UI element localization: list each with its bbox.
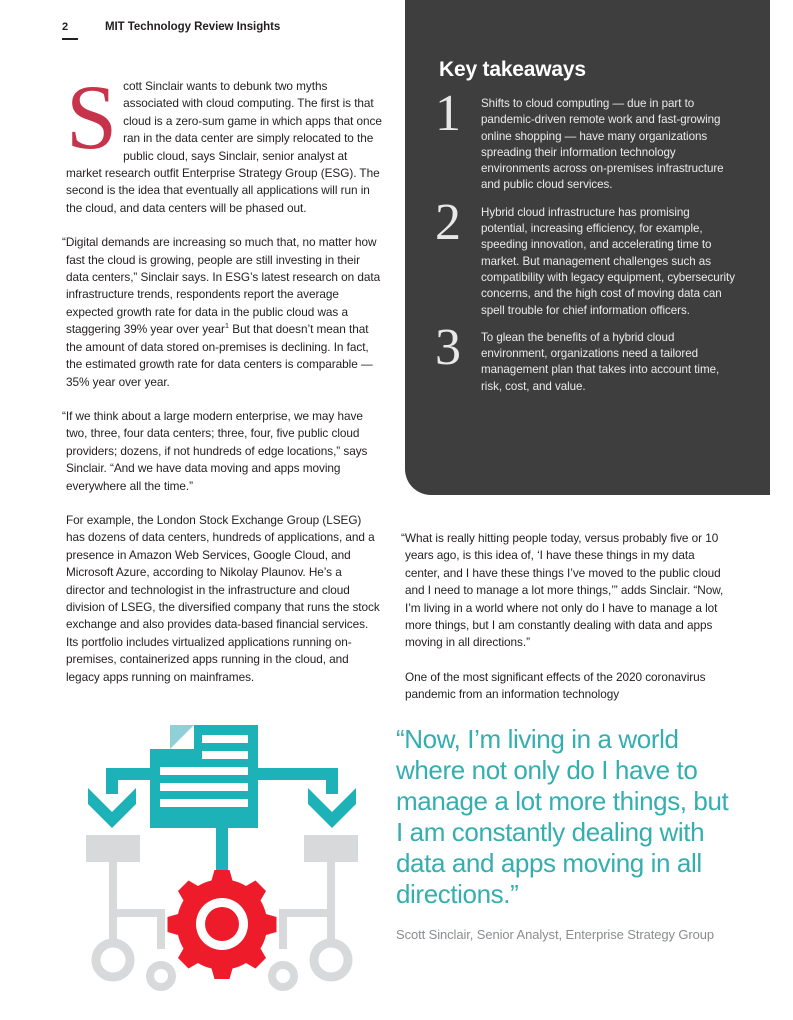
paragraph-1 <box>66 66 383 217</box>
gear-icon <box>168 870 277 979</box>
paragraph-3: “If we think about a large modern enterprise, we may have two, three, four data centers; three, four, five public cloud providers; dozens, if not hundreds of edge locations,” says Sinclair. “And we have data moving and apps moving everywhere all the time.” <box>62 408 368 493</box>
paragraph-4: For example, the London Stock Exchange Group (LSEG) has dozens of data centers, hundreds of applications, and a presence in Amazon Web Services, Google Cloud, and Microsoft Azure, according to Nikolay Plaunov. He’s a director and technologist in the infrastructure and cloud division of LSEG, the diversified company that runs the stock exchange and also provides data-based financial services. Its portfolio includes virtualized applications running on-premises, containerized apps running in the cloud, and legacy apps running on mainframes. <box>66 512 380 684</box>
paragraph-2 <box>62 234 383 391</box>
takeaway-item-2 <box>435 193 736 319</box>
document-icon <box>150 725 258 871</box>
pull-quote-text: “Now, I’m living in a world where not only do I have to manage a lot more things, but I am constantly dealing with data and apps moving in all directions.” <box>396 724 729 909</box>
paragraph-1-text: cott Sinclair wants to debunk two myths associated with cloud computing. The first is that cloud is a zero-sum game in which apps that once ran in the data center are simply relocated to the public cloud, says Sinclair, senior analyst at market research outfit Enterprise Strategy Group (ESG). The second is the idea that eventually all applications will run in the cloud, and data centers will be phased out. <box>66 79 382 215</box>
takeaway-number-2: 2 <box>435 193 461 251</box>
key-takeaways-title: Key takeaways <box>439 58 586 81</box>
right-text-column <box>401 530 725 721</box>
hybrid-cloud-diagram-illustration <box>72 718 372 1003</box>
pull-quote-block <box>396 724 741 943</box>
pull-quote-attribution: Scott Sinclair, Senior Analyst, Enterprise Strategy Group <box>396 927 715 942</box>
running-head: MIT Technology Review Insights <box>105 21 281 33</box>
drop-cap-letter: S <box>66 66 118 168</box>
takeaway-text-1: Shifts to cloud computing — due in part to pandemic-driven remote work and fast-growing online shopping — have many organizations spreading their information technology environments across on-premises infrastructure and public cloud services. <box>481 97 724 192</box>
takeaway-text-3: To glean the benefits of a hybrid cloud environment, organizations need a tailored management plan that takes into account time, risk, cost, and value. <box>481 330 720 393</box>
paragraph-6: One of the most significant effects of the 2020 coronavirus pandemic from an information technology <box>405 669 706 702</box>
takeaway-item-1 <box>435 85 736 194</box>
paragraph-2-text-a: “Digital demands are increasing so much that, no matter how fast the cloud is growing, people are still investing in their data centers,” Sinclair says. In ESG’s latest research on data infrastructure trends, respondents report the average expected growth rate for data in the public cloud was a staggering 39% year over year <box>62 235 381 337</box>
takeaway-number-1: 1 <box>435 85 461 142</box>
page-header <box>62 20 280 40</box>
takeaway-text-2: Hybrid cloud infrastructure has promising potential, increasing efficiency, for example, speeding innovation, and accelerating time to market. But management challenges such as compatibility with legacy equipment, cybersecurity concerns, and the high cost of moving data can spell trouble for chief information officers. <box>481 205 735 317</box>
footnote-marker: 1 <box>224 321 230 331</box>
right-node-tree <box>272 835 358 987</box>
paragraph-5: “What is really hitting people today, versus probably five or 10 years ago, is this idea of, ‘I have these things in my data center, and I have these things I’ve moved to the public cloud and I need to manage a lot more things,’” adds Sinclair. “Now, I’m living in a world where not only do I have to manage a lot more things, but I am constantly dealing with data and apps moving in all directions.” <box>401 531 724 650</box>
left-node-tree <box>86 835 172 987</box>
key-takeaways-panel <box>405 0 770 495</box>
paragraph-2-text-b: But that doesn’t mean that the amount of data stored on-premises is declining. In fact, the estimated growth rate for data centers is comparable — 35% year over year. <box>66 322 373 389</box>
left-text-column <box>62 66 383 703</box>
takeaway-item-3 <box>435 318 736 395</box>
page-number: 2 <box>62 20 78 40</box>
takeaway-number-3: 3 <box>435 318 461 376</box>
